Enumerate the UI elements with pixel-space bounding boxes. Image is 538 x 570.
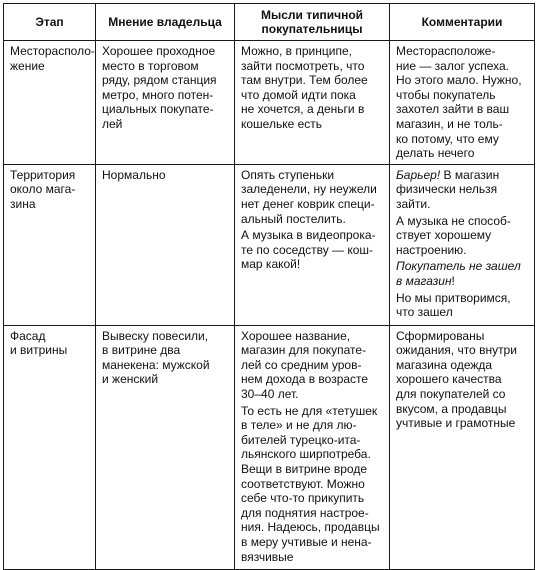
cell-customer: Хорошее название, магазин для покупате- лей со средним уров- нем дохода в возрасте 30–40 лет. То есть не для «тетушек в теле» и не для лю- бителей турецко-ита- льянского ширпотреба. Вещи в витрине вроде соответствуют. Можно себе что-то прикупить для поднятия настрое- ния. Надеюсь, продавцы в меру учтивые и нена- вязчивые [235,325,390,570]
comparison-table [3,3,535,570]
table-row [4,164,535,325]
table-row [4,41,535,165]
cell-stage: Территория около мага- зина [4,164,96,325]
cell-customer: Опять ступеньки заледенели, ну неужели нет денег коврик специ- альный постелить. А музыка в видеопрока- те по соседству — кош- мар какой! [235,164,390,325]
cell-comments: Барьер! В магазин физически нельзя зайти. А музыка не способ- ствует хорошему настроению. Покупатель не зашел в магазин! Но мы притворимся, что зашел [390,164,535,325]
cell-comments: Месторасположе- ние — залог успеха. Но этого мало. Нужно, чтобы покупатель захотел зайти в ваш магазин, и не толь- ко потому, что ему делать нечего [390,41,535,165]
cell-owner: Нормально [96,164,235,325]
header-customer-thoughts: Мысли типичной покупательницы [235,4,390,41]
cell-customer: Можно, в принципе, зайти посмотреть, что там внутри. Тем более что домой идти пока не хочется, а деньги в кошельке есть [235,41,390,165]
cell-stage: Фасад и витрины [4,325,96,570]
cell-owner: Вывеску повесили, в витрине два манекена: мужской и женский [96,325,235,570]
header-owner-opinion: Мнение владельца [96,4,235,41]
table-row [4,325,535,570]
cell-comments: Сформированы ожидания, что внутри магазина одежда хорошего качества для покупателей со вкусом, а продавцы учтивые и грамотные [390,325,535,570]
header-stage: Этап [4,4,96,41]
header-comments: Комментарии [390,4,535,41]
table-header-row [4,4,535,41]
cell-owner: Хорошее проходное место в торговом ряду, рядом станция метро, много потен- циальных покупате- лей [96,41,235,165]
cell-stage: Месторасполо- жение [4,41,96,165]
